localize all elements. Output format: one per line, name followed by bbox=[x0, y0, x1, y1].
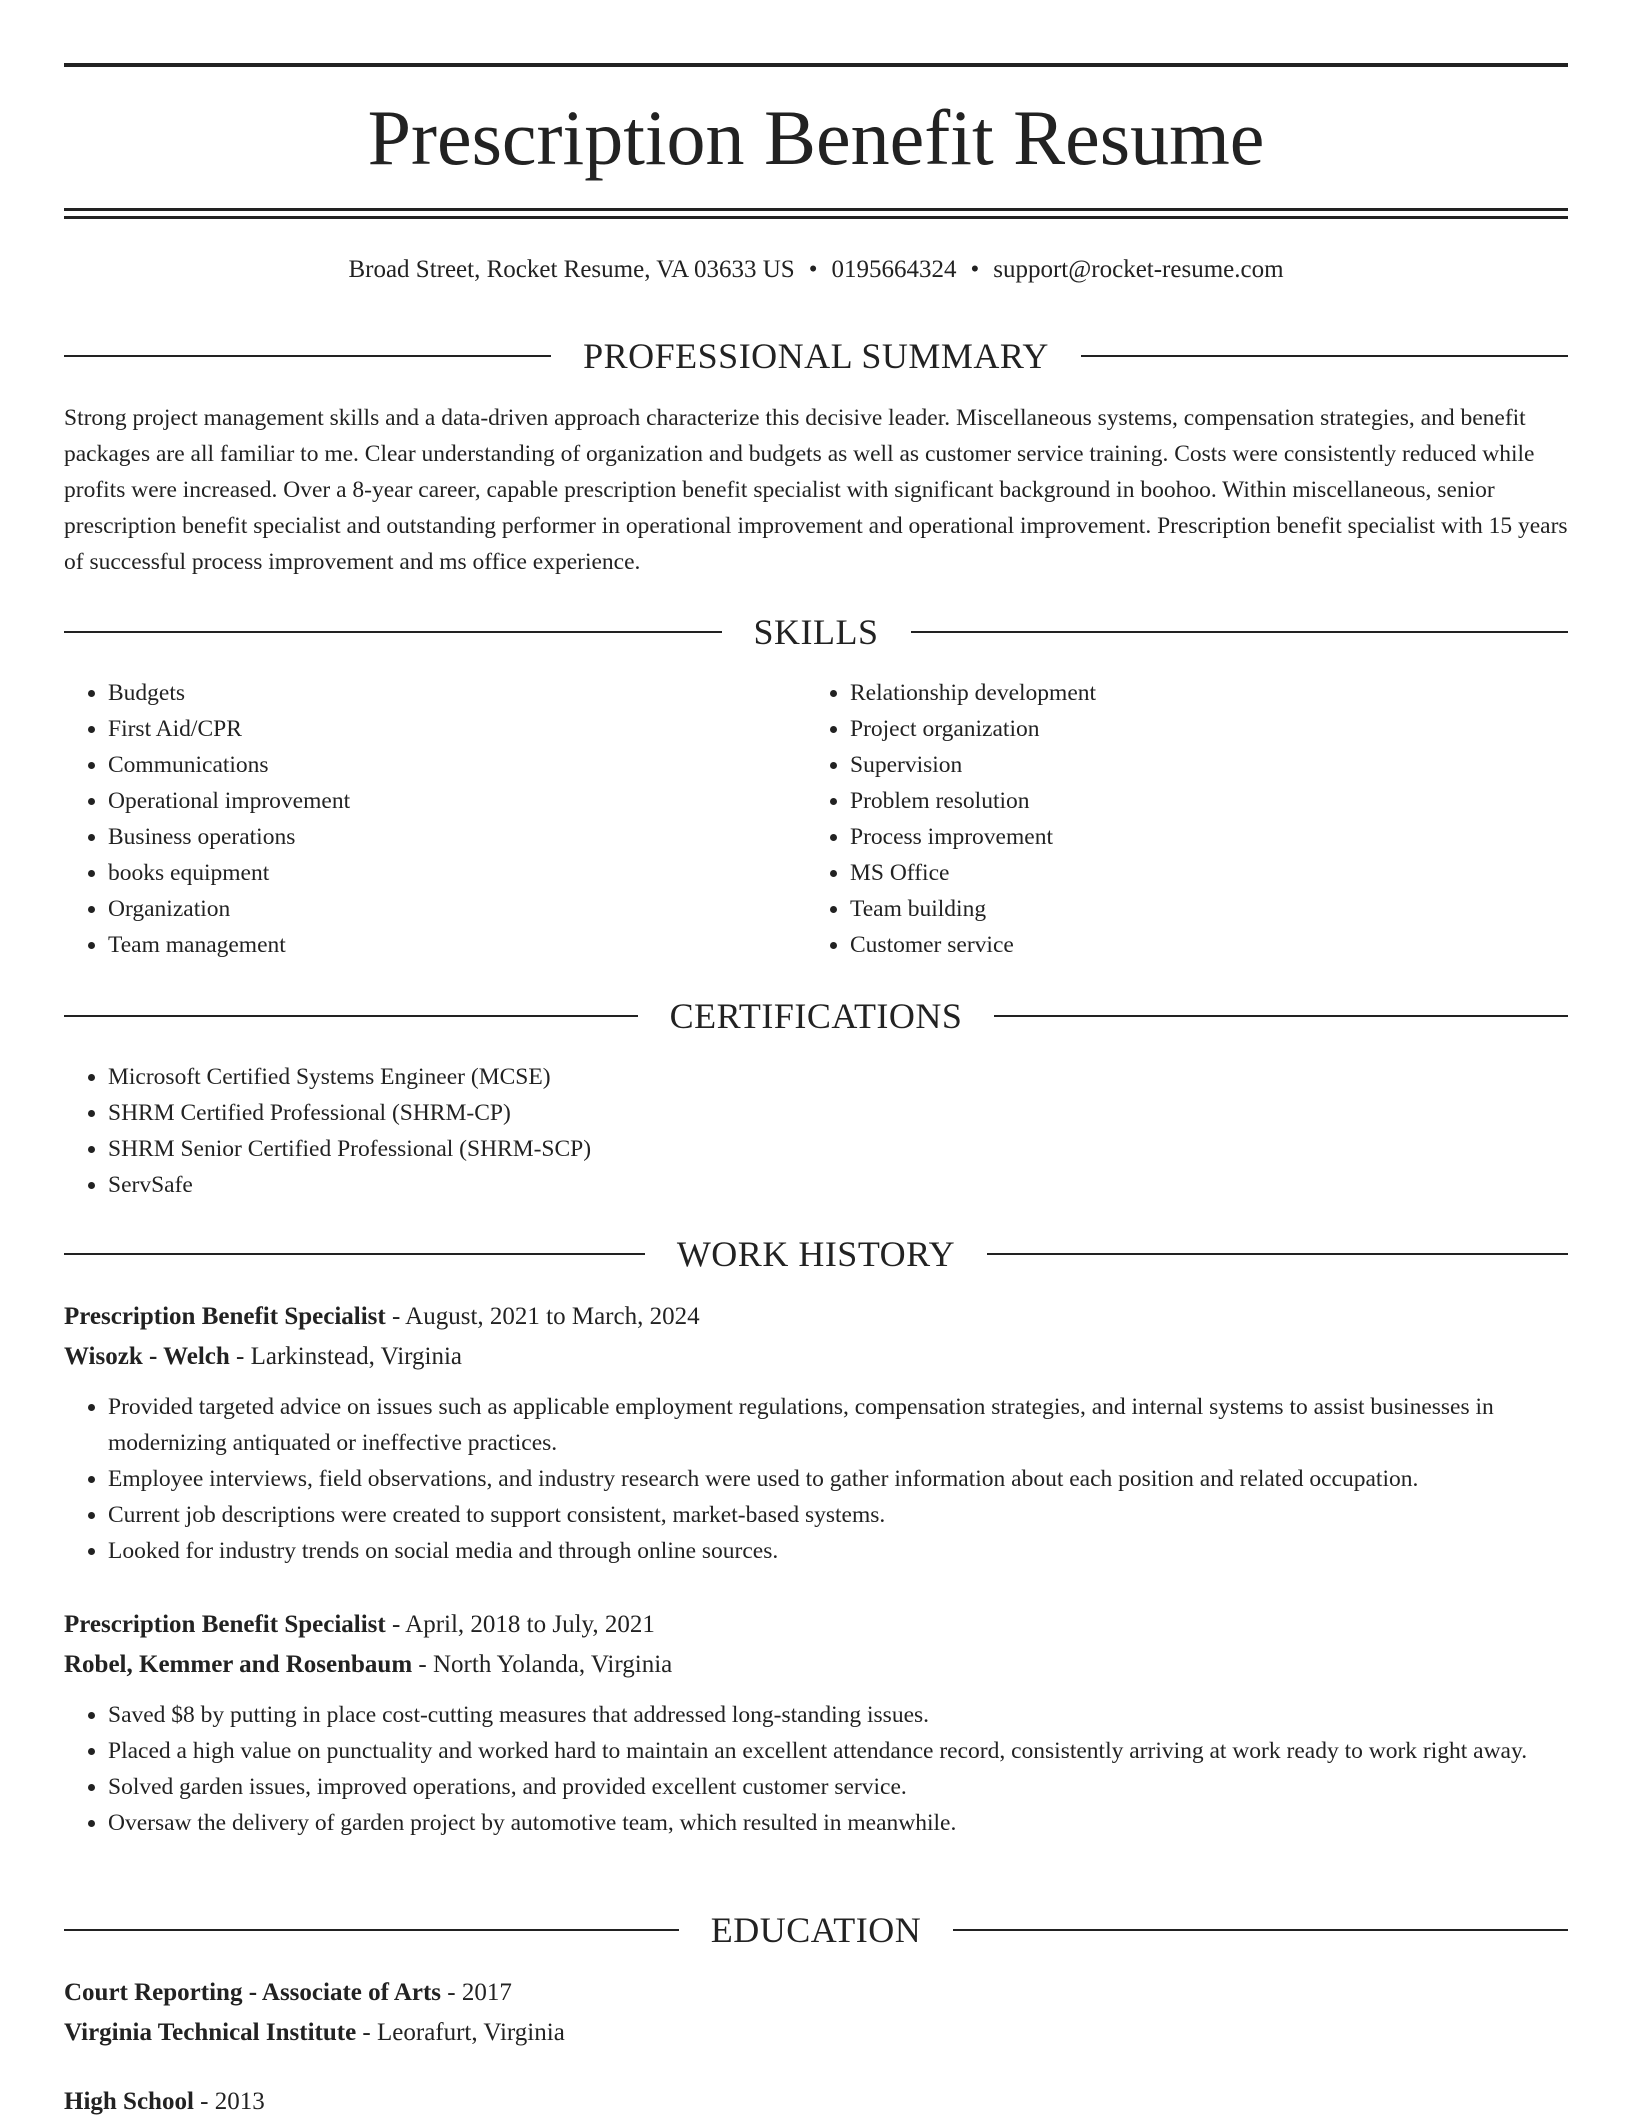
heading-rule bbox=[64, 631, 722, 633]
heading-rule bbox=[64, 1929, 679, 1931]
title-rule-upper bbox=[64, 208, 1568, 211]
job-header bbox=[64, 1297, 1568, 1337]
skill-item: • Organization bbox=[108, 891, 764, 927]
section-title: SKILLS bbox=[753, 612, 879, 652]
job-employer bbox=[64, 1337, 1568, 1377]
education-year: - 2017 bbox=[441, 1979, 512, 2006]
contact-email[interactable]: support@rocket-resume.com bbox=[993, 256, 1284, 283]
certifications-block bbox=[64, 1059, 1568, 1203]
certification-item: • Microsoft Certified Systems Engineer (MCSE) bbox=[108, 1059, 1568, 1095]
heading-rule bbox=[64, 355, 551, 357]
education-school bbox=[64, 2013, 1568, 2053]
school-name: Virginia Technical Institute bbox=[64, 2019, 357, 2046]
job-location: - Larkinstead, Virginia bbox=[229, 1343, 463, 1370]
skill-item: • Operational improvement bbox=[108, 783, 764, 819]
certification-item: • SHRM Senior Certified Professional (SHRM-SCP) bbox=[108, 1131, 1568, 1167]
job-dates: - August, 2021 to March, 2024 bbox=[385, 1303, 700, 1330]
education-entry bbox=[64, 2082, 1568, 2122]
heading-rule bbox=[64, 1015, 638, 1017]
skill-item: • Project organization bbox=[850, 711, 1506, 747]
job-bullet: • Looked for industry trends on social media and through online sources. bbox=[108, 1533, 1568, 1569]
section-title: EDUCATION bbox=[710, 1910, 922, 1950]
contact-line bbox=[64, 252, 1568, 288]
job-dates: - April, 2018 to July, 2021 bbox=[385, 1611, 655, 1638]
job-bullet: • Oversaw the delivery of garden project by automotive team, which resulted in meanwhile. bbox=[108, 1805, 1568, 1841]
job-entry bbox=[64, 1605, 1568, 1841]
job-bullet: • Employee interviews, field observations, and industry research were used to gather information about each position and related occupation. bbox=[108, 1461, 1568, 1497]
company-name: Robel, Kemmer and Rosenbaum bbox=[64, 1651, 413, 1678]
certification-item: • SHRM Certified Professional (SHRM-CP) bbox=[108, 1095, 1568, 1131]
section-heading-certifications bbox=[64, 994, 1568, 1038]
certification-item: • ServSafe bbox=[108, 1167, 1568, 1203]
contact-phone: 0195664324 bbox=[831, 256, 957, 283]
job-bullet: • Provided targeted advice on issues such as applicable employment regulations, compensation strategies, and internal systems to assist businesses in modernizing antiquated or ineffective practices. bbox=[108, 1389, 1568, 1461]
company-name: Wisozk - Welch bbox=[64, 1343, 230, 1370]
title-rule-lower bbox=[64, 216, 1568, 219]
heading-rule bbox=[64, 1253, 645, 1255]
job-bullet: • Saved $8 by putting in place cost-cutting measures that addressed long-standing issues. bbox=[108, 1697, 1568, 1733]
skill-item: • MS Office bbox=[850, 855, 1506, 891]
heading-rule bbox=[953, 1929, 1568, 1931]
section-title: PROFESSIONAL SUMMARY bbox=[583, 336, 1049, 376]
heading-rule bbox=[1081, 355, 1568, 357]
skill-item: • Problem resolution bbox=[850, 783, 1506, 819]
skill-item: • Communications bbox=[108, 747, 764, 783]
section-title: CERTIFICATIONS bbox=[669, 996, 963, 1036]
job-header bbox=[64, 1605, 1568, 1645]
contact-separator: • bbox=[970, 256, 980, 283]
degree-name: Court Reporting - Associate of Arts bbox=[64, 1979, 442, 2006]
heading-rule bbox=[994, 1015, 1568, 1017]
skill-item: • Relationship development bbox=[850, 675, 1506, 711]
job-bullet: • Current job descriptions were created to support consistent, market-based systems. bbox=[108, 1497, 1568, 1533]
skill-item: • Supervision bbox=[850, 747, 1506, 783]
school-location: - Leorafurt, Virginia bbox=[356, 2019, 565, 2046]
heading-rule bbox=[911, 631, 1569, 633]
section-heading-skills bbox=[64, 610, 1568, 654]
contact-separator: • bbox=[808, 256, 818, 283]
skill-item: • Budgets bbox=[108, 675, 764, 711]
skills-list bbox=[806, 675, 1506, 963]
degree-name: High School bbox=[64, 2088, 194, 2115]
section-heading-education bbox=[64, 1908, 1568, 1952]
skills-column-left bbox=[64, 675, 764, 963]
skill-item: • Team management bbox=[108, 927, 764, 963]
job-title: Prescription Benefit Specialist bbox=[64, 1303, 386, 1330]
job-title: Prescription Benefit Specialist bbox=[64, 1611, 386, 1638]
skill-item: • First Aid/CPR bbox=[108, 711, 764, 747]
job-bullets bbox=[64, 1697, 1568, 1841]
certifications-list bbox=[64, 1059, 1568, 1203]
summary-text: Strong project management skills and a data-driven approach characterize this decisive leader. Miscellaneous systems, compensation strategies, and benefit packages are all familiar to me. Clear understanding of organization and budgets as well as customer service training. Costs were consistently reduced while profits were increased. Over a 8-year career, capable prescription benefit specialist with significant background in boohoo. Within miscellaneous, senior prescription benefit specialist and outstanding performer in operational improvement and operational improvement. Prescription benefit specialist with 15 years of successful process improvement and ms office experience. bbox=[64, 405, 1568, 575]
section-heading-work-history bbox=[64, 1232, 1568, 1276]
skill-item: • Customer service bbox=[850, 927, 1506, 963]
education-year: - 2013 bbox=[193, 2088, 265, 2115]
job-bullet: • Solved garden issues, improved operations, and provided excellent customer service. bbox=[108, 1769, 1568, 1805]
heading-rule bbox=[987, 1253, 1568, 1255]
skills-list bbox=[64, 675, 764, 963]
job-location: - North Yolanda, Virginia bbox=[412, 1651, 673, 1678]
education-header bbox=[64, 2082, 1568, 2122]
page-title: Prescription Benefit Resume bbox=[367, 94, 1265, 181]
section-title: WORK HISTORY bbox=[676, 1234, 956, 1274]
job-bullet: • Placed a high value on punctuality and worked hard to maintain an excellent attendance record, consistently arriving at work ready to work right away. bbox=[108, 1733, 1568, 1769]
education-entry bbox=[64, 1973, 1568, 2053]
contact-address: Broad Street, Rocket Resume, VA 03633 US bbox=[348, 256, 795, 283]
skill-item: • Team building bbox=[850, 891, 1506, 927]
job-bullets bbox=[64, 1389, 1568, 1569]
skill-item: • Process improvement bbox=[850, 819, 1506, 855]
education-header bbox=[64, 1973, 1568, 2013]
skills-column-right bbox=[806, 675, 1506, 963]
top-rule bbox=[64, 63, 1568, 67]
section-heading-summary bbox=[64, 334, 1568, 378]
skill-item: • books equipment bbox=[108, 855, 764, 891]
job-entry bbox=[64, 1297, 1568, 1569]
skill-item: • Business operations bbox=[108, 819, 764, 855]
job-employer bbox=[64, 1645, 1568, 1685]
